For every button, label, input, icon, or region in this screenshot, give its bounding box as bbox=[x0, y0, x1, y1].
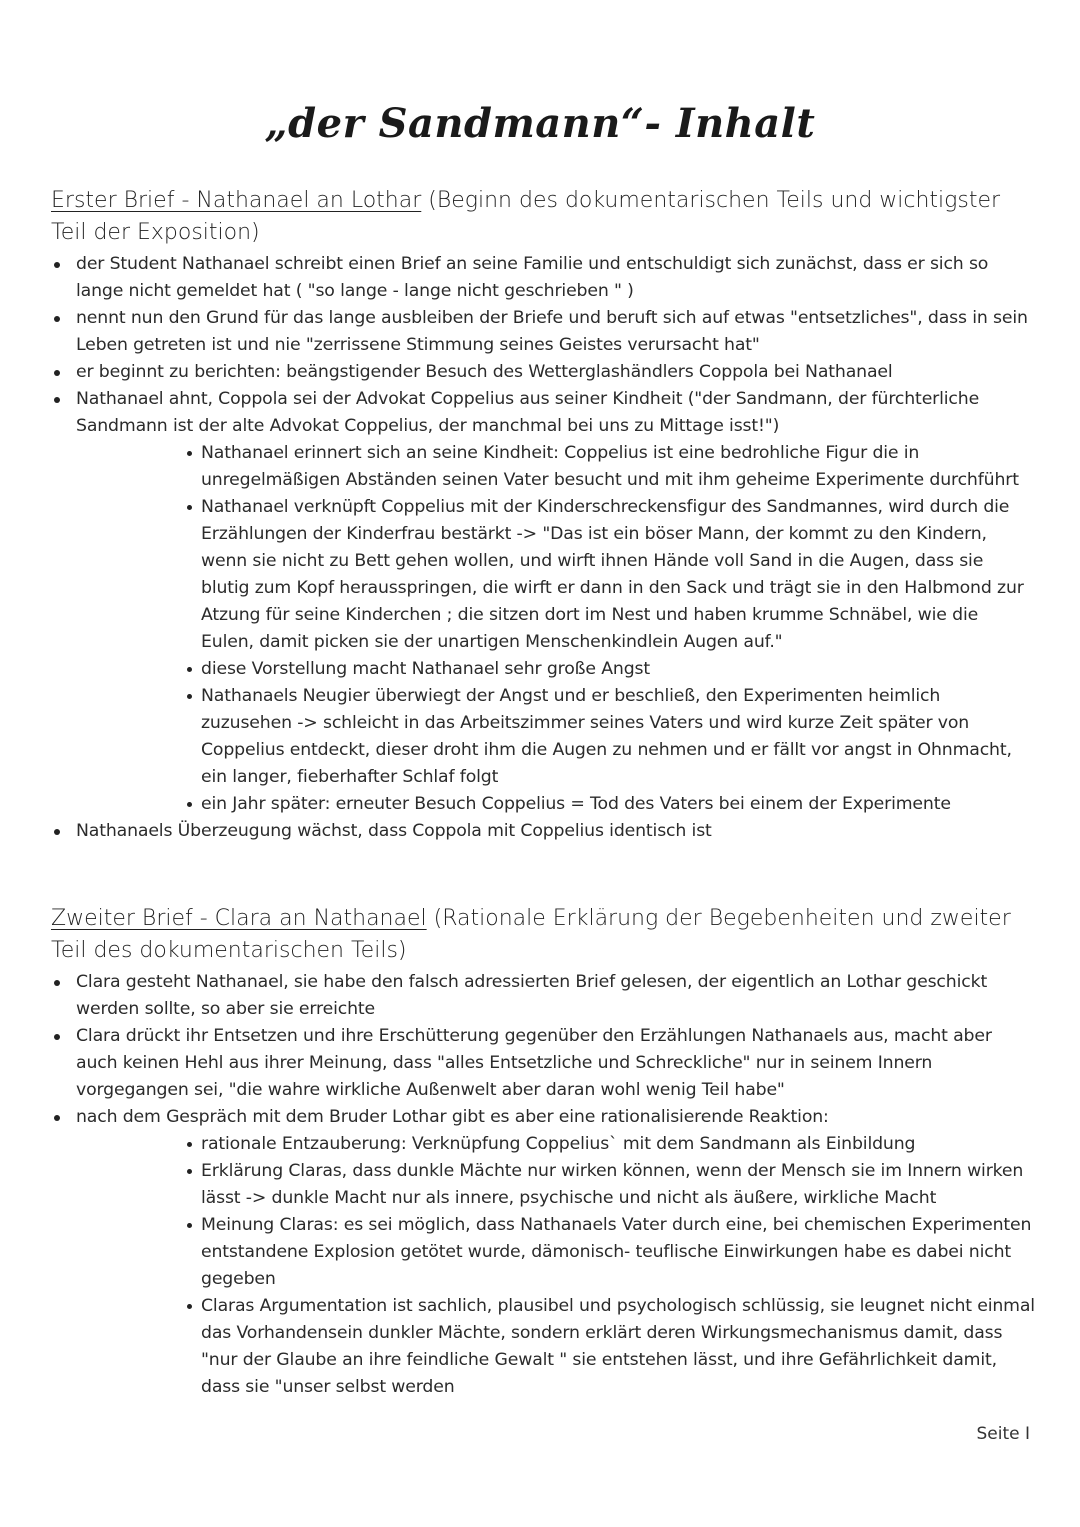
section-heading-note: (Rationale Erklärung der Begebenheiten und zweiter Teil des dokumentarischen Teils) bbox=[51, 906, 1011, 963]
section-zweiter-brief bbox=[51, 903, 1036, 1401]
list-item: Nathanael ahnt, Coppola sei der Advokat Coppelius aus seiner Kindheit ("der Sandmann, der fürchterliche Sandmann ist der alte Advokat Coppelius, der manchmal bei uns zu Mittage isst!") bbox=[51, 386, 1036, 440]
sub-bullet-list bbox=[51, 1131, 1036, 1401]
sub-list-item: Claras Argumentation ist sachlich, plausibel und psychologisch schlüssig, sie leugnet nicht einmal das Vorhandensein dunkler Mächte, sondern erklärt deren Wirkungsmechanismus damit, dass "nur der Glaube an ihre feindliche Gewalt " sie entstehen lässt, und ihre Gefährlichkeit damit, dass sie "unser selbst werden bbox=[201, 1293, 1036, 1401]
section-erster-brief bbox=[51, 185, 1036, 845]
section-heading bbox=[51, 185, 1036, 249]
page-number: Seite I bbox=[976, 1424, 1030, 1444]
sub-list-item: ein Jahr später: erneuter Besuch Coppelius = Tod des Vaters bei einem der Experimente bbox=[201, 791, 1036, 818]
section-heading-underlined: Zweiter Brief - Clara an Nathanael bbox=[51, 906, 427, 931]
sub-list-item: Nathanael erinnert sich an seine Kindheit: Coppelius ist eine bedrohliche Figur die in unregelmäßigen Abständen seinen Vater besucht und mit ihm geheime Experimente durchführt bbox=[201, 440, 1036, 494]
section-heading-note: (Beginn des dokumentarischen Teils und wichtigster Teil der Exposition) bbox=[51, 188, 1001, 245]
bullet-list bbox=[51, 818, 1036, 845]
sub-list-item: diese Vorstellung macht Nathanael sehr große Angst bbox=[201, 656, 1036, 683]
page-title: „der Sandmann“- Inhalt bbox=[264, 100, 816, 147]
sub-list-item: Nathanaels Neugier überwiegt der Angst und er beschließ, den Experimenten heimlich zuzusehen -> schleicht in das Arbeitszimmer seines Vaters und wird kurze Zeit später von Coppelius entdeckt, dieser droht ihm die Augen zu nehmen und er fällt vor angst in Ohnmacht, ein langer, fieberhafter Schlaf folgt bbox=[201, 683, 1036, 791]
list-item: nach dem Gespräch mit dem Bruder Lothar gibt es aber eine rationalisierende Reaktion: bbox=[51, 1104, 1036, 1131]
list-item: Clara gesteht Nathanael, sie habe den falsch adressierten Brief gelesen, der eigentlich an Lothar geschickt werden sollte, so aber sie erreichte bbox=[51, 969, 1036, 1023]
sub-list-item: Nathanael verknüpft Coppelius mit der Kinderschreckensfigur des Sandmannes, wird durch die Erzählungen der Kinderfrau bestärkt -> "Das ist ein böser Mann, der kommt zu den Kindern, wenn sie nicht zu Bett gehen wollen, und wirft ihnen Hände voll Sand in die Augen, dass sie blutig zum Kopf herausspringen, die wirft er dann in den Sack und trägt sie in den Halbmond zur Atzung für seine Kinderchen ; die sitzen dort im Nest und haben krumme Schnäbel, wie die Eulen, damit picken sie der unartigen Menschenkindlein Augen auf." bbox=[201, 494, 1036, 656]
sub-list-item: rationale Entzauberung: Verknüpfung Coppelius` mit dem Sandmann als Einbildung bbox=[201, 1131, 1036, 1158]
section-heading bbox=[51, 903, 1036, 967]
sub-bullet-list bbox=[51, 440, 1036, 818]
list-item: Nathanaels Überzeugung wächst, dass Coppola mit Coppelius identisch ist bbox=[51, 818, 1036, 845]
section-heading-underlined: Erster Brief - Nathanael an Lothar bbox=[51, 188, 422, 213]
sub-list-item: Erklärung Claras, dass dunkle Mächte nur wirken können, wenn der Mensch sie im Innern wirken lässt -> dunkle Macht nur als innere, psychische und nicht als äußere, wirkliche Macht bbox=[201, 1158, 1036, 1212]
bullet-list bbox=[51, 969, 1036, 1131]
list-item: der Student Nathanael schreibt einen Brief an seine Familie und entschuldigt sich zunächst, dass er sich so lange nicht gemeldet hat ( "so lange - lange nicht geschrieben " ) bbox=[51, 251, 1036, 305]
list-item: er beginnt zu berichten: beängstigender Besuch des Wetterglashändlers Coppola bei Nathanael bbox=[51, 359, 1036, 386]
bullet-list bbox=[51, 251, 1036, 440]
list-item: Clara drückt ihr Entsetzen und ihre Erschütterung gegenüber den Erzählungen Nathanaels aus, macht aber auch keinen Hehl aus ihrer Meinung, dass "alles Entsetzliche und Schreckliche" nur in seinem Innern vorgegangen sei, "die wahre wirkliche Außenwelt aber daran wohl wenig Teil habe" bbox=[51, 1023, 1036, 1104]
sub-list-item: Meinung Claras: es sei möglich, dass Nathanaels Vater durch eine, bei chemischen Experimenten entstandene Explosion getötet wurde, dämonisch- teuflische Einwirkungen habe es dabei nicht gegeben bbox=[201, 1212, 1036, 1293]
list-item: nennt nun den Grund für das lange ausbleiben der Briefe und beruft sich auf etwas "entsetzliches", dass in sein Leben getreten ist und nie "zerrissene Stimmung seines Geistes verursacht hat" bbox=[51, 305, 1036, 359]
